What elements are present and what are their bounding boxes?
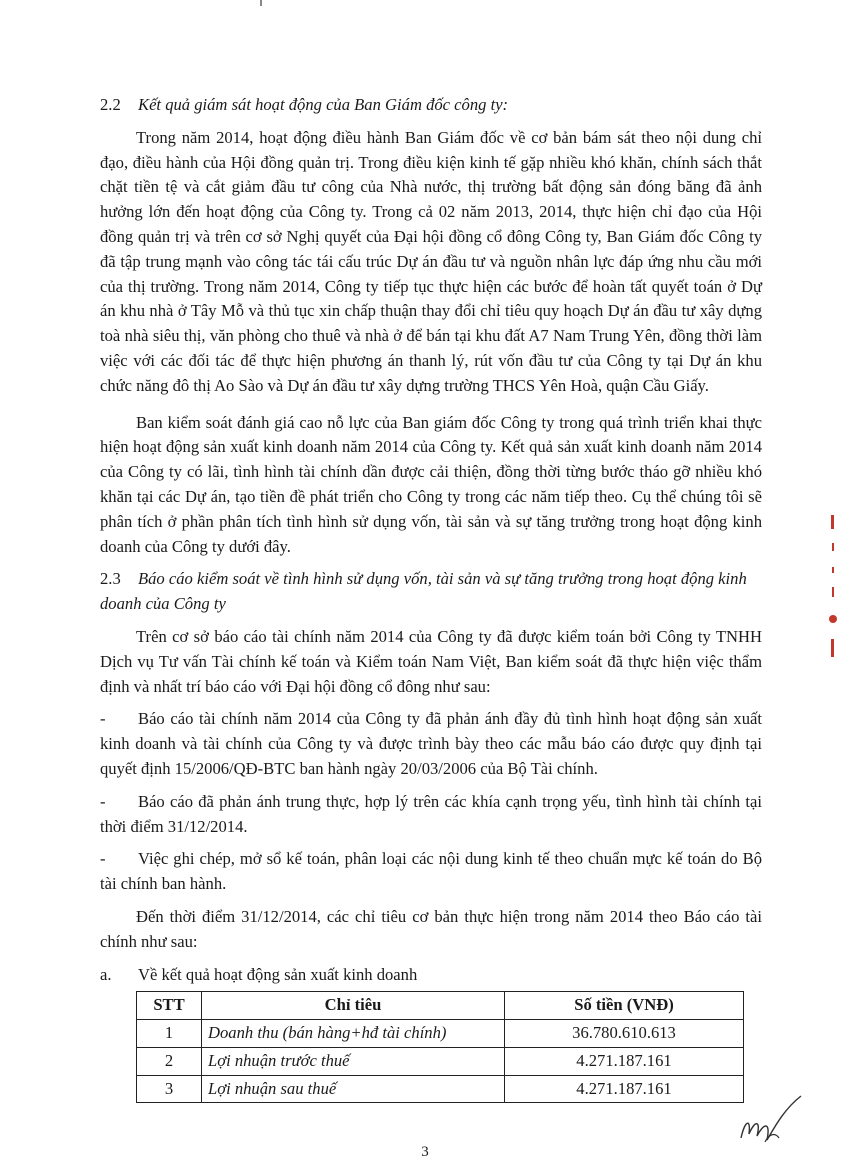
cell-amount: 4.271.187.161	[505, 1075, 744, 1103]
margin-stamp-marks	[826, 515, 840, 665]
bullet-item	[100, 707, 762, 781]
bullet-dash: -	[100, 709, 106, 729]
section-title: Báo cáo kiểm soát về tình hình sử dụng vốn, tài sản và sự tăng trưởng trong hoạt động kinh doanh của Công ty	[100, 569, 747, 614]
paragraph: Ban kiểm soát đánh giá cao nỗ lực của Ban giám đốc Công ty trong quá trình triển khai thực hiện hoạt động sản xuất kinh doanh năm 2014 của Công ty. Kết quả sản xuất kinh doanh năm 2014 của Công ty có lãi, tình hình tài chính dần được cải thiện, đồng thời từng bước tháo gỡ nhiều khó khăn tại các Dự án, tạo tiền đề phát triển cho Công ty trong các năm tiếp theo. Cụ thể chúng tôi sẽ phân tích ở phần phân tích tình hình sử dụng vốn, tài sản và sự tăng trưởng trong hoạt động kinh doanh của Công ty dưới đây.	[100, 412, 762, 556]
section-number: 2.3	[100, 569, 121, 589]
section-number: 2.2	[100, 95, 121, 114]
cell-amount: 4.271.187.161	[505, 1047, 744, 1075]
cell-indicator: Lợi nhuận sau thuế	[202, 1075, 505, 1103]
page-number: 3	[421, 1144, 429, 1160]
cell-indicator: Doanh thu (bán hàng+hđ tài chính)	[202, 1020, 505, 1048]
cell-stt: 2	[137, 1047, 202, 1075]
bullet-text: Báo cáo đã phản ánh trung thực, hợp lý trên các khía cạnh trọng yếu, tình hình tài chính tại thời điểm 31/12/2014.	[100, 791, 762, 836]
bullet-text: Báo cáo tài chính năm 2014 của Công ty đã phản ánh đầy đủ tình hình hoạt động sản xuất kinh doanh và tài chính của Công ty và được trình bày theo các mẫu báo cáo được quy định tại quyết định 15/2006/QĐ-BTC ban hành ngày 20/03/2006 của Bộ Tài chính.	[100, 709, 762, 778]
results-table	[136, 991, 744, 1103]
section-title: Kết quả giám sát hoạt động của Ban Giám đốc công ty:	[138, 95, 509, 114]
table-row	[137, 1020, 744, 1048]
paragraph: Trên cơ sở báo cáo tài chính năm 2014 của Công ty đã được kiểm toán bởi Công ty TNHH Dịch vụ Tư vấn Tài chính kế toán và Kiểm toán Nam Việt, Ban kiểm soát đã thực hiện việc thẩm định và nhất trí báo cáo với Đại hội đồng cổ đông như sau:	[100, 626, 762, 696]
paragraph: Đến thời điểm 31/12/2014, các chỉ tiêu cơ bản thực hiện trong năm 2014 theo Báo cáo tài chính như sau:	[100, 906, 762, 951]
bullet-item	[100, 790, 762, 840]
document-body	[100, 93, 762, 1103]
bullet-item	[100, 847, 762, 897]
subsection-a	[100, 963, 762, 988]
subsection-label: a.	[100, 964, 112, 984]
cell-stt: 1	[137, 1020, 202, 1048]
bullet-dash: -	[100, 791, 106, 811]
header-indicator: Chỉ tiêu	[202, 992, 505, 1020]
subsection-title: Về kết quả hoạt động sản xuất kinh doanh	[138, 964, 418, 984]
signature-mark	[735, 1090, 805, 1150]
table-row	[137, 1075, 744, 1103]
cell-amount: 36.780.610.613	[505, 1020, 744, 1048]
section-2-2-heading	[100, 93, 762, 118]
cell-indicator: Lợi nhuận trước thuế	[202, 1047, 505, 1075]
section-2-3-heading	[100, 567, 762, 617]
bullet-text: Việc ghi chép, mở sổ kế toán, phân loại các nội dung kinh tế theo chuẩn mực kế toán do Bộ tài chính ban hành.	[100, 849, 762, 894]
header-stt: STT	[137, 992, 202, 1020]
bullet-dash: -	[100, 849, 106, 869]
header-amount: Số tiền (VNĐ)	[505, 992, 744, 1020]
table-row	[137, 1047, 744, 1075]
paragraph: Trong năm 2014, hoạt động điều hành Ban Giám đốc về cơ bản bám sát theo nội dung chỉ đạo, điều hành của Hội đồng quản trị. Trong điều kiện kinh tế gặp nhiều khó khăn, chính sách thắt chặt tiền tệ và cắt giảm đầu tư công của Nhà nước, thị trường bất động sản đóng băng đã ảnh hưởng lớn đến hoạt động của Công ty. Trong cả 02 năm 2013, 2014, thực hiện chỉ đạo của Hội đồng quản trị và trên cơ sở Nghị quyết của Đại hội đồng cổ đông Công ty, Ban Giám đốc Công ty đã tập trung mạnh vào công tác tái cấu trúc Dự án đầu tư và nguồn nhân lực đáp ứng nhu cầu mới của thị trường. Trong năm 2014, Công ty tiếp tục thực hiện các bước để hoàn tất quyết toán ở Dự án khu nhà ở Tây Mỗ và thủ tục xin chấp thuận thay đổi chỉ tiêu quy hoạch Dự án đầu tư xây dựng toà nhà siêu thị, văn phòng cho thuê và nhà ở để bán tại khu đất A7 Nam Trung Yên, đồng thời làm việc với các đối tác để thực hiện phương án thanh lý, rút vốn đầu tư của Công ty tại Dự án khu chức năng đô thị Ao Sào và Dự án đầu tư xây dựng trường THCS Yên Hoà, quận Cầu Giấy.	[100, 127, 762, 395]
scan-mark	[260, 0, 262, 6]
table-header-row	[137, 992, 744, 1020]
cell-stt: 3	[137, 1075, 202, 1103]
